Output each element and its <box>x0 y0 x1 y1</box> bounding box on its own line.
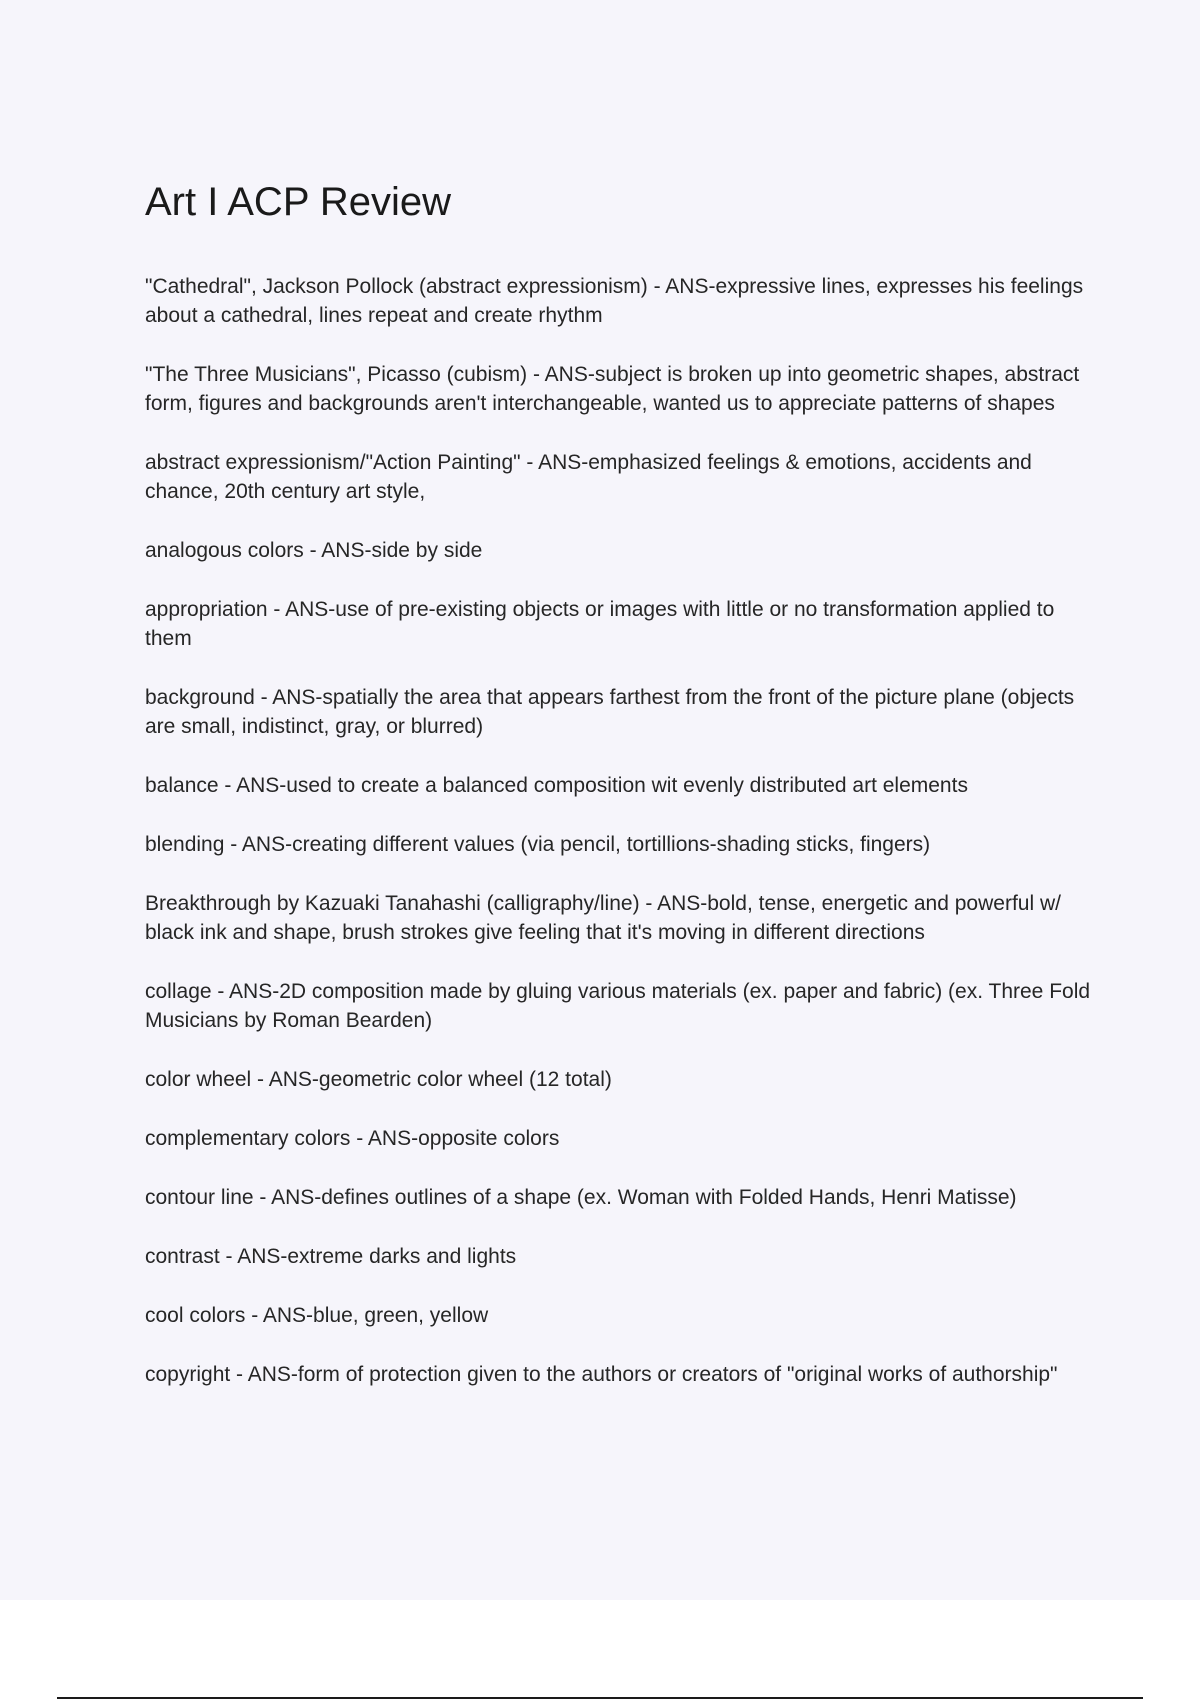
list-item: abstract expressionism/"Action Painting" - ANS-emphasized feelings & emotions, accidents and chance, 20th century art style, <box>145 451 1032 503</box>
list-item: contrast - ANS-extreme darks and lights <box>145 1245 517 1268</box>
list-item: balance - ANS-used to create a balanced composition wit evenly distributed art elements <box>145 774 968 797</box>
list-item: analogous colors - ANS-side by side <box>145 539 483 562</box>
list-item: appropriation - ANS-use of pre-existing objects or images with little or no transformation applied to them <box>145 598 1055 650</box>
list-item: copyright - ANS-form of protection given to the authors or creators of "original works of authorship" <box>145 1363 1058 1386</box>
list-item: cool colors - ANS-blue, green, yellow <box>145 1304 489 1327</box>
footer-divider <box>57 1697 1143 1699</box>
list-item: contour line - ANS-defines outlines of a shape (ex. Woman with Folded Hands, Henri Matisse) <box>145 1186 1017 1209</box>
document-content <box>145 178 1105 1419</box>
document-title: Art I ACP Review <box>145 180 452 224</box>
list-item: "Cathedral", Jackson Pollock (abstract expressionism) - ANS-expressive lines, expresses his feelings about a cathedral, lines repeat and create rhythm <box>145 275 1084 327</box>
list-item: collage - ANS-2D composition made by gluing various materials (ex. paper and fabric) (ex. Three Fold Musicians by Roman Bearden) <box>145 980 1091 1032</box>
list-item: blending - ANS-creating different values (via pencil, tortillions-shading sticks, fingers) <box>145 833 931 856</box>
list-item: color wheel - ANS-geometric color wheel (12 total) <box>145 1068 612 1091</box>
list-item: complementary colors - ANS-opposite colors <box>145 1127 560 1150</box>
entry-list <box>145 272 1105 1389</box>
list-item: "The Three Musicians", Picasso (cubism) - ANS-subject is broken up into geometric shapes, abstract form, figures and backgrounds aren't interchangeable, wanted us to appreciate patterns of shapes <box>145 363 1080 415</box>
list-item: background - ANS-spatially the area that appears farthest from the front of the picture plane (objects are small, indistinct, gray, or blurred) <box>145 686 1075 738</box>
list-item: Breakthrough by Kazuaki Tanahashi (calligraphy/line) - ANS-bold, tense, energetic and powerful w/ black ink and shape, brush strokes give feeling that it's moving in different directions <box>145 892 1061 944</box>
